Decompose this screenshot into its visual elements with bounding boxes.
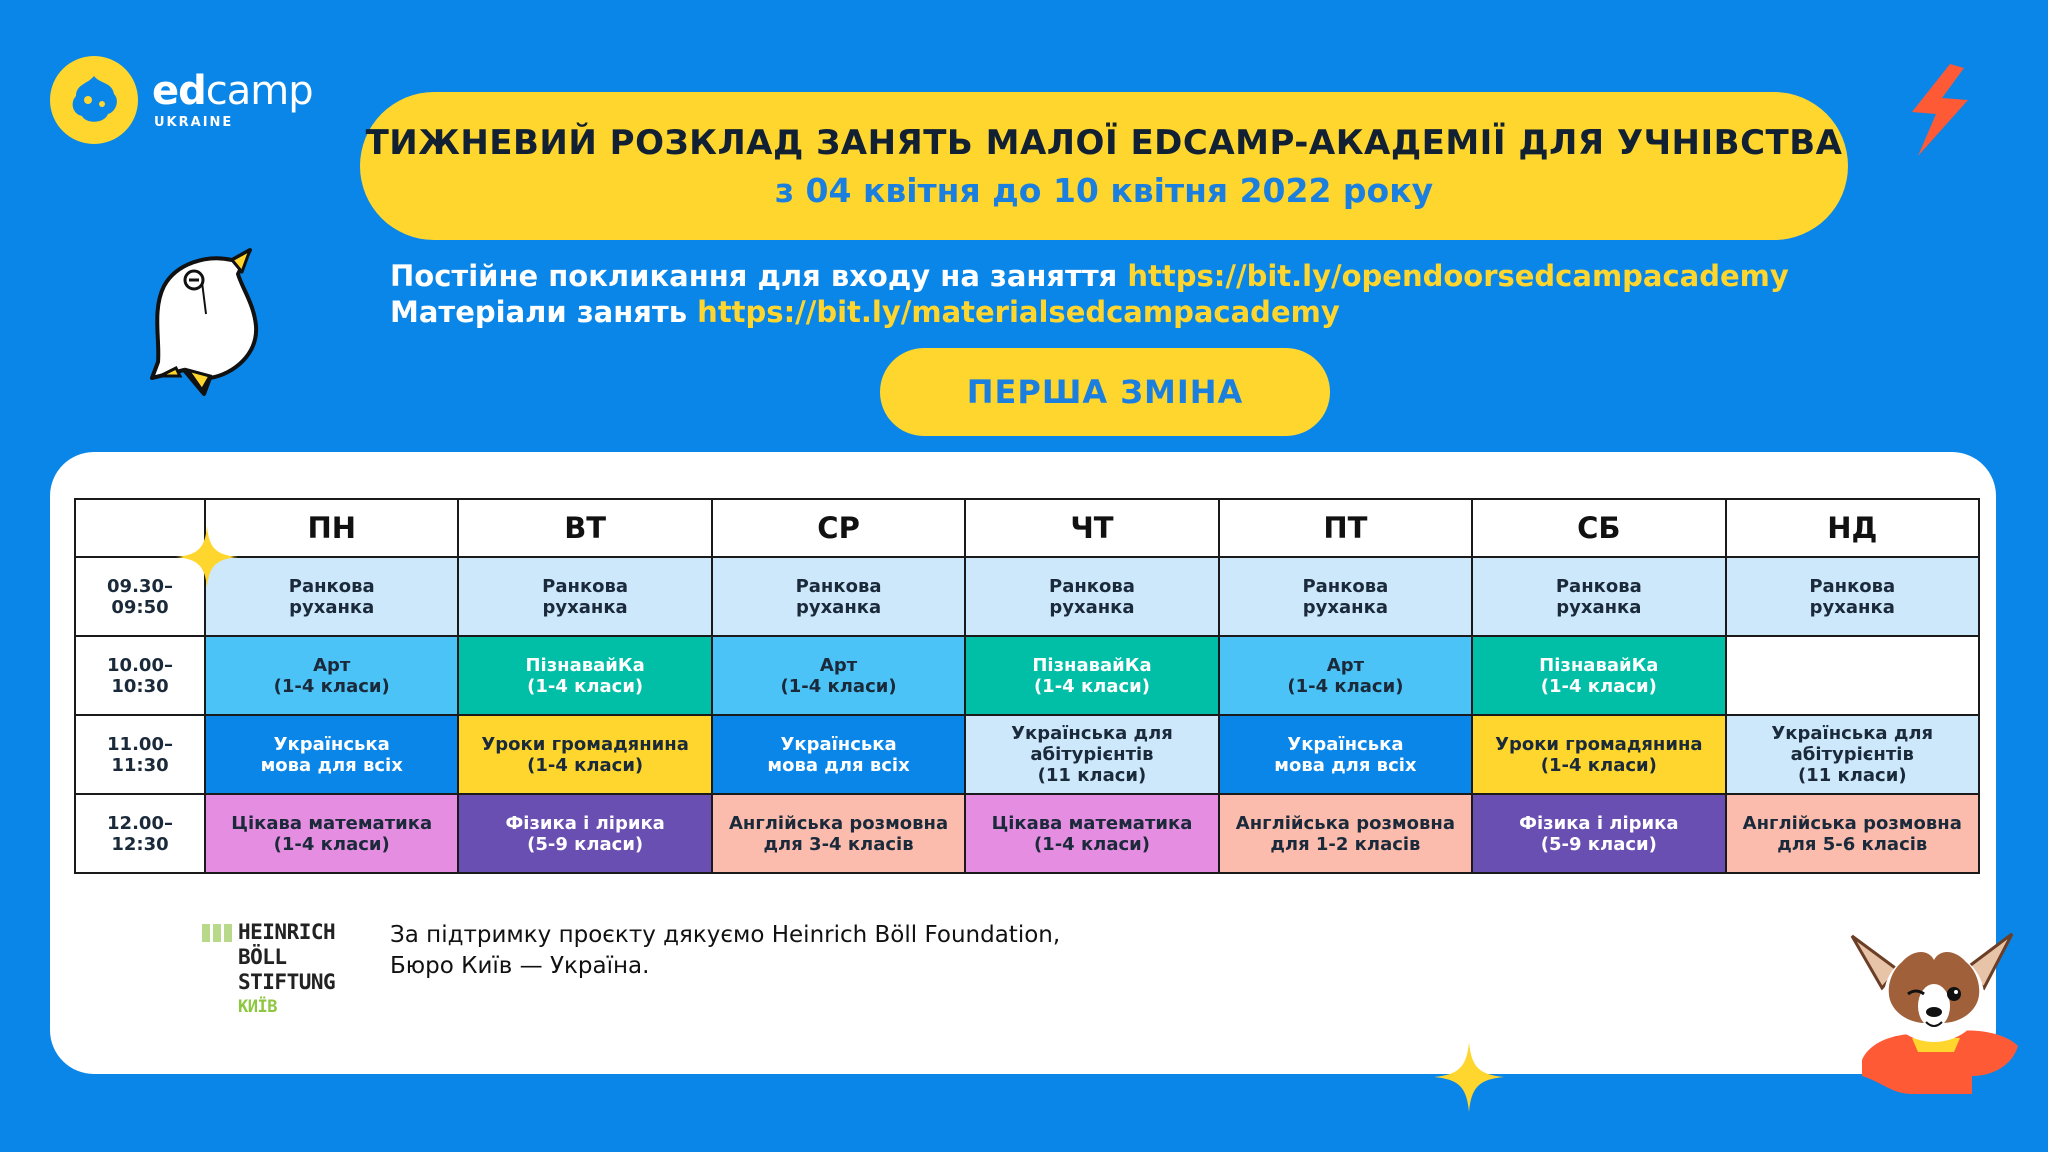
schedule-header-row (75, 499, 1979, 557)
time-start: 09.30– (107, 575, 173, 597)
class-cell: Арт (1-4 класи) (712, 636, 965, 715)
schedule-row (75, 557, 1979, 636)
class-cell: Арт (1-4 класи) (205, 636, 458, 715)
class-cell: Англійська розмовна для 3-4 класів (712, 794, 965, 873)
sparkle-icon (1434, 1042, 1504, 1112)
materials-link-row (390, 294, 1789, 330)
class-cell: Ранкова руханка (1472, 557, 1725, 636)
schedule-row (75, 794, 1979, 873)
materials-link-url[interactable]: https://bit.ly/materialsedcampacademy (697, 295, 1340, 329)
day-header: ЧТ (965, 499, 1218, 557)
day-header: НД (1726, 499, 1979, 557)
brand-name (152, 67, 313, 114)
class-cell: Уроки громадянина (1-4 класи) (1472, 715, 1725, 794)
time-end: 12:30 (111, 833, 169, 855)
page-title: ТИЖНЕВИЙ РОЗКЛАД ЗАНЯТЬ МАЛОЇ EDCAMP-АКАДЕМІЇ ДЛЯ УЧНІВСТВА (365, 122, 1843, 163)
materials-link-label: Матеріали занять (390, 295, 688, 329)
time-start: 10.00– (107, 654, 173, 676)
shift-badge: ПЕРША ЗМІНА (880, 348, 1330, 436)
day-header: СР (712, 499, 965, 557)
class-cell: Українська для абітурієнтів (11 класи) (1726, 715, 1979, 794)
class-cell: Українська мова для всіх (1219, 715, 1472, 794)
class-cell: Англійська розмовна для 1-2 класів (1219, 794, 1472, 873)
day-header: ВТ (458, 499, 711, 557)
lightning-icon (1898, 62, 1978, 158)
sponsor-logo (202, 920, 335, 1020)
day-header: СБ (1472, 499, 1725, 557)
time-start: 11.00– (107, 733, 173, 755)
time-slot (75, 794, 205, 873)
sponsor-logo-line: BÖLL (238, 945, 287, 969)
time-end: 09:50 (111, 596, 169, 618)
class-cell: Ранкова руханка (1726, 557, 1979, 636)
hbs-bars-icon (202, 924, 232, 1020)
sponsor-thanks (390, 920, 1060, 982)
class-cell: Ранкова руханка (712, 557, 965, 636)
sponsor-thanks-line: Бюро Київ — Україна. (390, 953, 650, 979)
class-cell: ПізнавайКа (1-4 класи) (1472, 636, 1725, 715)
class-cell: Українська мова для всіх (712, 715, 965, 794)
date-range: з 04 квітня до 10 квітня 2022 року (774, 170, 1434, 210)
schedule-row (75, 636, 1979, 715)
join-link-label: Постійне покликання для входу на заняття (390, 259, 1118, 293)
sponsor-thanks-line: За підтримку проєкту дякуємо Heinrich Böll Foundation, (390, 922, 1061, 948)
class-cell: Українська для абітурієнтів (11 класи) (965, 715, 1218, 794)
day-header: ПТ (1219, 499, 1472, 557)
empty-cell (1726, 636, 1979, 715)
class-cell: Українська мова для всіх (205, 715, 458, 794)
join-link-row (390, 258, 1789, 294)
brand-country: UKRAINE (154, 114, 234, 130)
class-cell: Арт (1-4 класи) (1219, 636, 1472, 715)
schedule-row (75, 715, 1979, 794)
class-cell: ПізнавайКа (1-4 класи) (965, 636, 1218, 715)
sparkle-icon (176, 526, 238, 588)
class-cell: Ранкова руханка (458, 557, 711, 636)
class-cell: Ранкова руханка (205, 557, 458, 636)
time-start: 12.00– (107, 812, 173, 834)
day-header: ПН (205, 499, 458, 557)
edcamp-logo-icon (50, 56, 138, 144)
class-cell: Цікава математика (1-4 класи) (205, 794, 458, 873)
time-slot (75, 636, 205, 715)
title-banner (360, 92, 1848, 240)
class-cell: Цікава математика (1-4 класи) (965, 794, 1218, 873)
schedule-table (74, 498, 1980, 874)
class-cell: Фізика і лірика (5-9 класи) (1472, 794, 1725, 873)
time-slot (75, 715, 205, 794)
time-end: 11:30 (111, 754, 169, 776)
bird-mascot-icon (146, 244, 276, 400)
dog-mascot-icon (1842, 926, 2022, 1096)
class-cell: Фізика і лірика (5-9 класи) (458, 794, 711, 873)
class-cell: Ранкова руханка (1219, 557, 1472, 636)
class-cell: Уроки громадянина (1-4 класи) (458, 715, 711, 794)
sponsor-logo-city: КИЇВ (238, 997, 277, 1017)
time-end: 10:30 (111, 675, 169, 697)
join-link-url[interactable]: https://bit.ly/opendoorsedcampacademy (1127, 259, 1789, 293)
edcamp-logo (50, 56, 313, 144)
class-cell: Англійська розмовна для 5-6 класів (1726, 794, 1979, 873)
class-cell: ПізнавайКа (1-4 класи) (458, 636, 711, 715)
brand-name-light: camp (205, 67, 313, 114)
sponsor-logo-line: STIFTUNG (238, 970, 336, 994)
class-cell: Ранкова руханка (965, 557, 1218, 636)
brand-name-bold: ed (152, 67, 206, 114)
links-block (390, 258, 1789, 330)
sponsor-logo-line: HEINRICH (238, 920, 336, 944)
